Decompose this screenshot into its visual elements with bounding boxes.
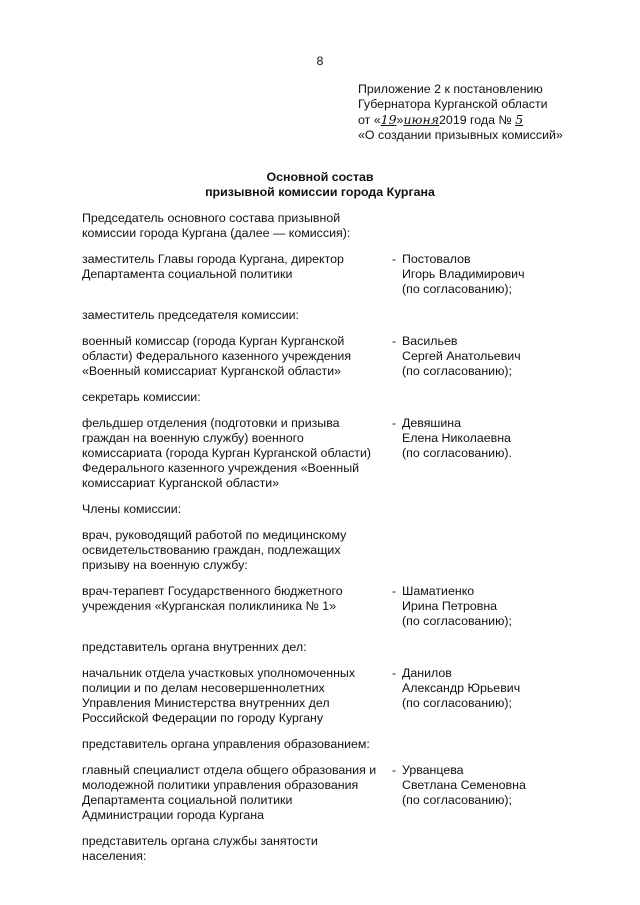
dash-separator: - — [392, 416, 397, 430]
annex-line-4: «О создании призывных комиссий» — [358, 128, 563, 142]
role-line: врач-терапевт Государственного бюджетного — [82, 584, 343, 598]
member-person — [392, 584, 562, 629]
member-entry — [82, 763, 562, 823]
text-line: населения: — [82, 849, 147, 863]
member-person — [392, 763, 562, 823]
annex-day-handwritten: 19 — [380, 112, 397, 127]
member-person — [392, 416, 562, 491]
name-line: (по согласованию). — [402, 446, 512, 460]
role-line: граждан на военную службу) военного — [82, 431, 304, 445]
name-line: Девяшина — [402, 416, 462, 430]
member-name — [402, 763, 526, 823]
dash-separator: - — [392, 763, 397, 777]
annex-line-1: Приложение 2 к постановлению — [358, 82, 543, 96]
role-line: молодежной политики управления образования — [82, 778, 359, 792]
member-role — [82, 763, 392, 823]
role-line: комиссариата (города Курган Курганской области) — [82, 446, 372, 460]
name-line: Александр Юрьевич — [402, 681, 521, 695]
text-line: представитель органа службы занятости — [82, 834, 318, 848]
dash-separator: - — [392, 666, 397, 680]
role-line: Управления Министерства внутренних дел — [82, 696, 330, 710]
role-line: учреждения «Курганская поликлиника № 1» — [82, 599, 337, 613]
name-line: (по согласованию); — [402, 696, 512, 710]
member-role — [82, 334, 392, 379]
section-heading — [82, 390, 392, 405]
member-person — [392, 252, 562, 297]
page-number: 8 — [316, 54, 324, 68]
dash-separator: - — [392, 334, 397, 348]
section-heading — [82, 737, 502, 752]
title-line-1: Основной состав — [266, 170, 374, 184]
title-line-2: призывной комиссии города Кургана — [205, 185, 435, 199]
dash-separator: - — [392, 252, 397, 266]
text-line: врач, руководящий работой по медицинскому — [82, 528, 347, 542]
annex-header — [358, 82, 628, 143]
member-name — [402, 666, 520, 726]
document-title — [0, 170, 640, 200]
name-line: Васильев — [402, 334, 458, 348]
member-name — [402, 334, 521, 379]
role-line: Российской Федерации по городу Кургану — [82, 711, 324, 725]
name-line: Игорь Владимирович — [402, 267, 525, 281]
role-line: Департамента социальной политики — [82, 267, 293, 281]
role-line: Департамента социальной политики — [82, 793, 293, 807]
annex-date-mid: » — [396, 113, 404, 127]
member-role — [82, 252, 392, 297]
name-line: Постовалов — [402, 252, 471, 266]
text-line: призыву на военную службу: — [82, 558, 248, 572]
annex-year: 2019 года № — [439, 113, 512, 127]
section-heading — [82, 528, 392, 573]
name-line: Урванцева — [402, 763, 464, 777]
name-line: (по согласованию); — [402, 793, 512, 807]
annex-number-handwritten: 5 — [515, 112, 524, 127]
role-line: области) Федерального казенного учреждения — [82, 349, 352, 363]
role-line: «Военный комиссариат Курганской области» — [82, 364, 342, 378]
name-line: (по согласованию); — [402, 364, 512, 378]
annex-month-handwritten: июня — [403, 112, 440, 127]
dash-separator: - — [392, 584, 397, 598]
role-line: заместитель Главы города Кургана, директор — [82, 252, 344, 266]
role-line: Федерального казенного учреждения «Военный — [82, 461, 360, 475]
text-line: комиссии города Кургана (далее — комиссия): — [82, 226, 351, 240]
text-line: освидетельствованию граждан, подлежащих — [82, 543, 341, 557]
text-line: Председатель основного состава призывной — [82, 211, 341, 225]
name-line: Ирина Петровна — [402, 599, 498, 613]
role-line: полиции и по делам несовершеннолетних — [82, 681, 325, 695]
text-line: представитель органа внутренних дел: — [82, 640, 307, 654]
member-entry — [82, 666, 562, 726]
role-line: Администрации города Кургана — [82, 808, 264, 822]
role-line: главный специалист отдела общего образования и — [82, 763, 377, 777]
text-line: представитель органа управления образованием: — [82, 737, 370, 751]
member-name — [402, 416, 512, 491]
commission-list — [82, 211, 562, 875]
name-line: Шаматиенко — [402, 584, 475, 598]
annex-line-3 — [358, 112, 628, 128]
member-role — [82, 584, 392, 629]
section-heading — [82, 834, 392, 864]
section-heading — [82, 640, 392, 655]
annex-date-prefix: от « — [358, 113, 381, 127]
name-line: Елена Николаевна — [402, 431, 511, 445]
member-entry — [82, 584, 562, 629]
name-line: Данилов — [402, 666, 452, 680]
role-line: начальник отдела участковых уполномоченных — [82, 666, 356, 680]
section-heading — [82, 308, 392, 323]
name-line: (по согласованию); — [402, 282, 512, 296]
member-entry — [82, 252, 562, 297]
member-role — [82, 416, 392, 491]
text-line: секретарь комиссии: — [82, 390, 201, 404]
member-name — [402, 252, 525, 297]
annex-line-2: Губернатора Курганской области — [358, 97, 548, 111]
text-line: Члены комиссии: — [82, 502, 182, 516]
section-heading — [82, 502, 392, 517]
name-line: Светлана Семеновна — [402, 778, 526, 792]
role-line: фельдшер отделения (подготовки и призыва — [82, 416, 340, 430]
name-line: (по согласованию); — [402, 614, 512, 628]
section-heading — [82, 211, 392, 241]
member-entry — [82, 334, 562, 379]
member-person — [392, 666, 562, 726]
role-line: комиссариат Курганской области» — [82, 476, 280, 490]
member-role — [82, 666, 392, 726]
name-line: Сергей Анатольевич — [402, 349, 521, 363]
member-name — [402, 584, 512, 629]
text-line: заместитель председателя комиссии: — [82, 308, 299, 322]
member-entry — [82, 416, 562, 491]
member-person — [392, 334, 562, 379]
role-line: военный комиссар (города Курган Курганской — [82, 334, 345, 348]
